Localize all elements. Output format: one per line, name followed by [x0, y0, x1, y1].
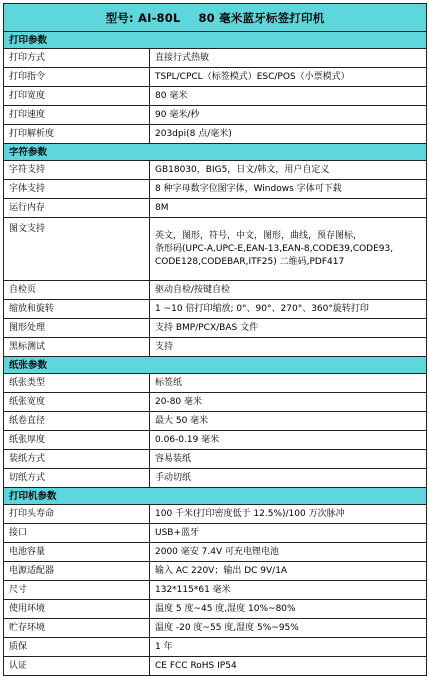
spec-key: 黑标测试 [4, 338, 150, 356]
spec-key: 图形处理 [4, 319, 150, 337]
spec-key: 打印方式 [4, 49, 150, 67]
table-row [4, 180, 426, 199]
spec-key: 字体支持 [4, 180, 150, 198]
spec-key: 打印指令 [4, 68, 150, 86]
spec-value: 203dpi(8 点/毫米) [155, 128, 232, 139]
spec-value: USB+蓝牙 [155, 527, 200, 538]
spec-key: 图文支持 [4, 218, 150, 280]
spec-key: 装纸方式 [4, 450, 150, 468]
spec-value: 132*115*61 毫米 [155, 584, 231, 595]
spec-value: TSPL/CPCL（标签模式）ESC/POS（小票模式） [155, 71, 350, 82]
spec-key: 纸卷直径 [4, 412, 150, 430]
spec-key: 尺寸 [4, 581, 150, 599]
table-row [4, 657, 426, 676]
table-row [4, 469, 426, 488]
table-row [4, 412, 426, 431]
spec-value: 100 千米(打印密度低于 12.5%)/100 万次脉冲 [155, 508, 345, 519]
table-row [4, 638, 426, 657]
table-row [4, 281, 426, 300]
spec-value: 驱动自检/按键自检 [155, 284, 231, 295]
spec-value: 1 年 [155, 641, 173, 652]
spec-value-line: CODE128,CODEBAR,ITF25) 二维码,PDF417 [155, 256, 345, 267]
spec-value: 输入 AC 220V；输出 DC 9V/1A [155, 565, 288, 576]
spec-key: 纸张厚度 [4, 431, 150, 449]
section-paper: 纸张参数 [4, 357, 426, 374]
table-row [4, 49, 426, 68]
spec-sheet [3, 3, 427, 676]
spec-value: 标签纸 [155, 377, 183, 388]
model-label: 型号: AI-80L [105, 10, 181, 25]
spec-value: 温度 -20 度~55 度,湿度 5%~95% [155, 622, 299, 633]
table-row [4, 600, 426, 619]
table-row [4, 106, 426, 125]
spec-value-line: 英文，图形，符号，中文，图形，曲线，预存图标， [155, 230, 363, 241]
table-row [4, 218, 426, 281]
table-row [4, 199, 426, 218]
spec-value: 1 ~10 倍打印缩放; 0°、90°、270°、360°旋转打印 [155, 303, 369, 314]
spec-key: 接口 [4, 524, 150, 542]
spec-key: 电源适配器 [4, 562, 150, 580]
table-row [4, 125, 426, 144]
spec-key: 打印解析度 [4, 125, 150, 143]
table-row [4, 450, 426, 469]
section-chars: 字符参数 [4, 144, 426, 161]
table-row [4, 87, 426, 106]
spec-key: 认证 [4, 657, 150, 675]
product-name: 80 毫米蓝牙标签打印机 [198, 10, 325, 25]
table-row [4, 524, 426, 543]
spec-value: 容易装纸 [155, 453, 192, 464]
spec-key: 运行内存 [4, 199, 150, 217]
spec-key: 打印宽度 [4, 87, 150, 105]
table-row [4, 374, 426, 393]
table-row [4, 505, 426, 524]
section-machine: 打印机参数 [4, 488, 426, 505]
spec-value: 80 毫米 [155, 90, 188, 101]
spec-value: 90 毫米/秒 [155, 109, 200, 120]
spec-value: 8M [155, 202, 169, 213]
spec-key: 打印头寿命 [4, 505, 150, 523]
spec-key: 质保 [4, 638, 150, 656]
table-row [4, 562, 426, 581]
table-row [4, 338, 426, 357]
spec-value [150, 218, 426, 280]
table-row [4, 300, 426, 319]
table-row [4, 319, 426, 338]
spec-value: 2000 毫安 7.4V 可充电锂电池 [155, 546, 279, 557]
table-row [4, 68, 426, 87]
spec-value: CE FCC RoHS IP54 [155, 660, 237, 671]
table-row [4, 543, 426, 562]
section-print: 打印参数 [4, 32, 426, 49]
spec-value: 支持 [155, 341, 174, 352]
spec-value: 支持 BMP/PCX/BAS 文件 [155, 322, 259, 333]
spec-key: 切纸方式 [4, 469, 150, 487]
spec-value: 0.06-0.19 毫米 [155, 434, 220, 445]
spec-key: 字符支持 [4, 161, 150, 179]
table-row [4, 393, 426, 412]
spec-key: 纸张宽度 [4, 393, 150, 411]
spec-value-line: 条形码(UPC-A,UPC-E,EAN-13,EAN-8,CODE39,CODE93, [155, 243, 394, 254]
spec-key: 打印速度 [4, 106, 150, 124]
spec-key: 电池容量 [4, 543, 150, 561]
spec-title [4, 4, 426, 32]
spec-key: 使用环境 [4, 600, 150, 618]
spec-value: 直接行式热敏 [155, 52, 210, 63]
spec-key: 缩放和旋转 [4, 300, 150, 318]
table-row [4, 581, 426, 600]
spec-value: 最大 50 毫米 [155, 415, 209, 426]
table-row [4, 161, 426, 180]
spec-value: 8 种字母数字位图字体，Windows 字体可下载 [155, 183, 342, 194]
spec-value: 手动切纸 [155, 472, 192, 483]
table-row [4, 431, 426, 450]
table-row [4, 619, 426, 638]
spec-value: GB18030，BIG5，日文/韩文，用户自定义 [155, 164, 330, 175]
spec-key: 纸张类型 [4, 374, 150, 392]
spec-key: 自检页 [4, 281, 150, 299]
spec-value: 温度 5 度~45 度,湿度 10%~80% [155, 603, 296, 614]
spec-value: 20-80 毫米 [155, 396, 203, 407]
spec-key: 贮存环境 [4, 619, 150, 637]
